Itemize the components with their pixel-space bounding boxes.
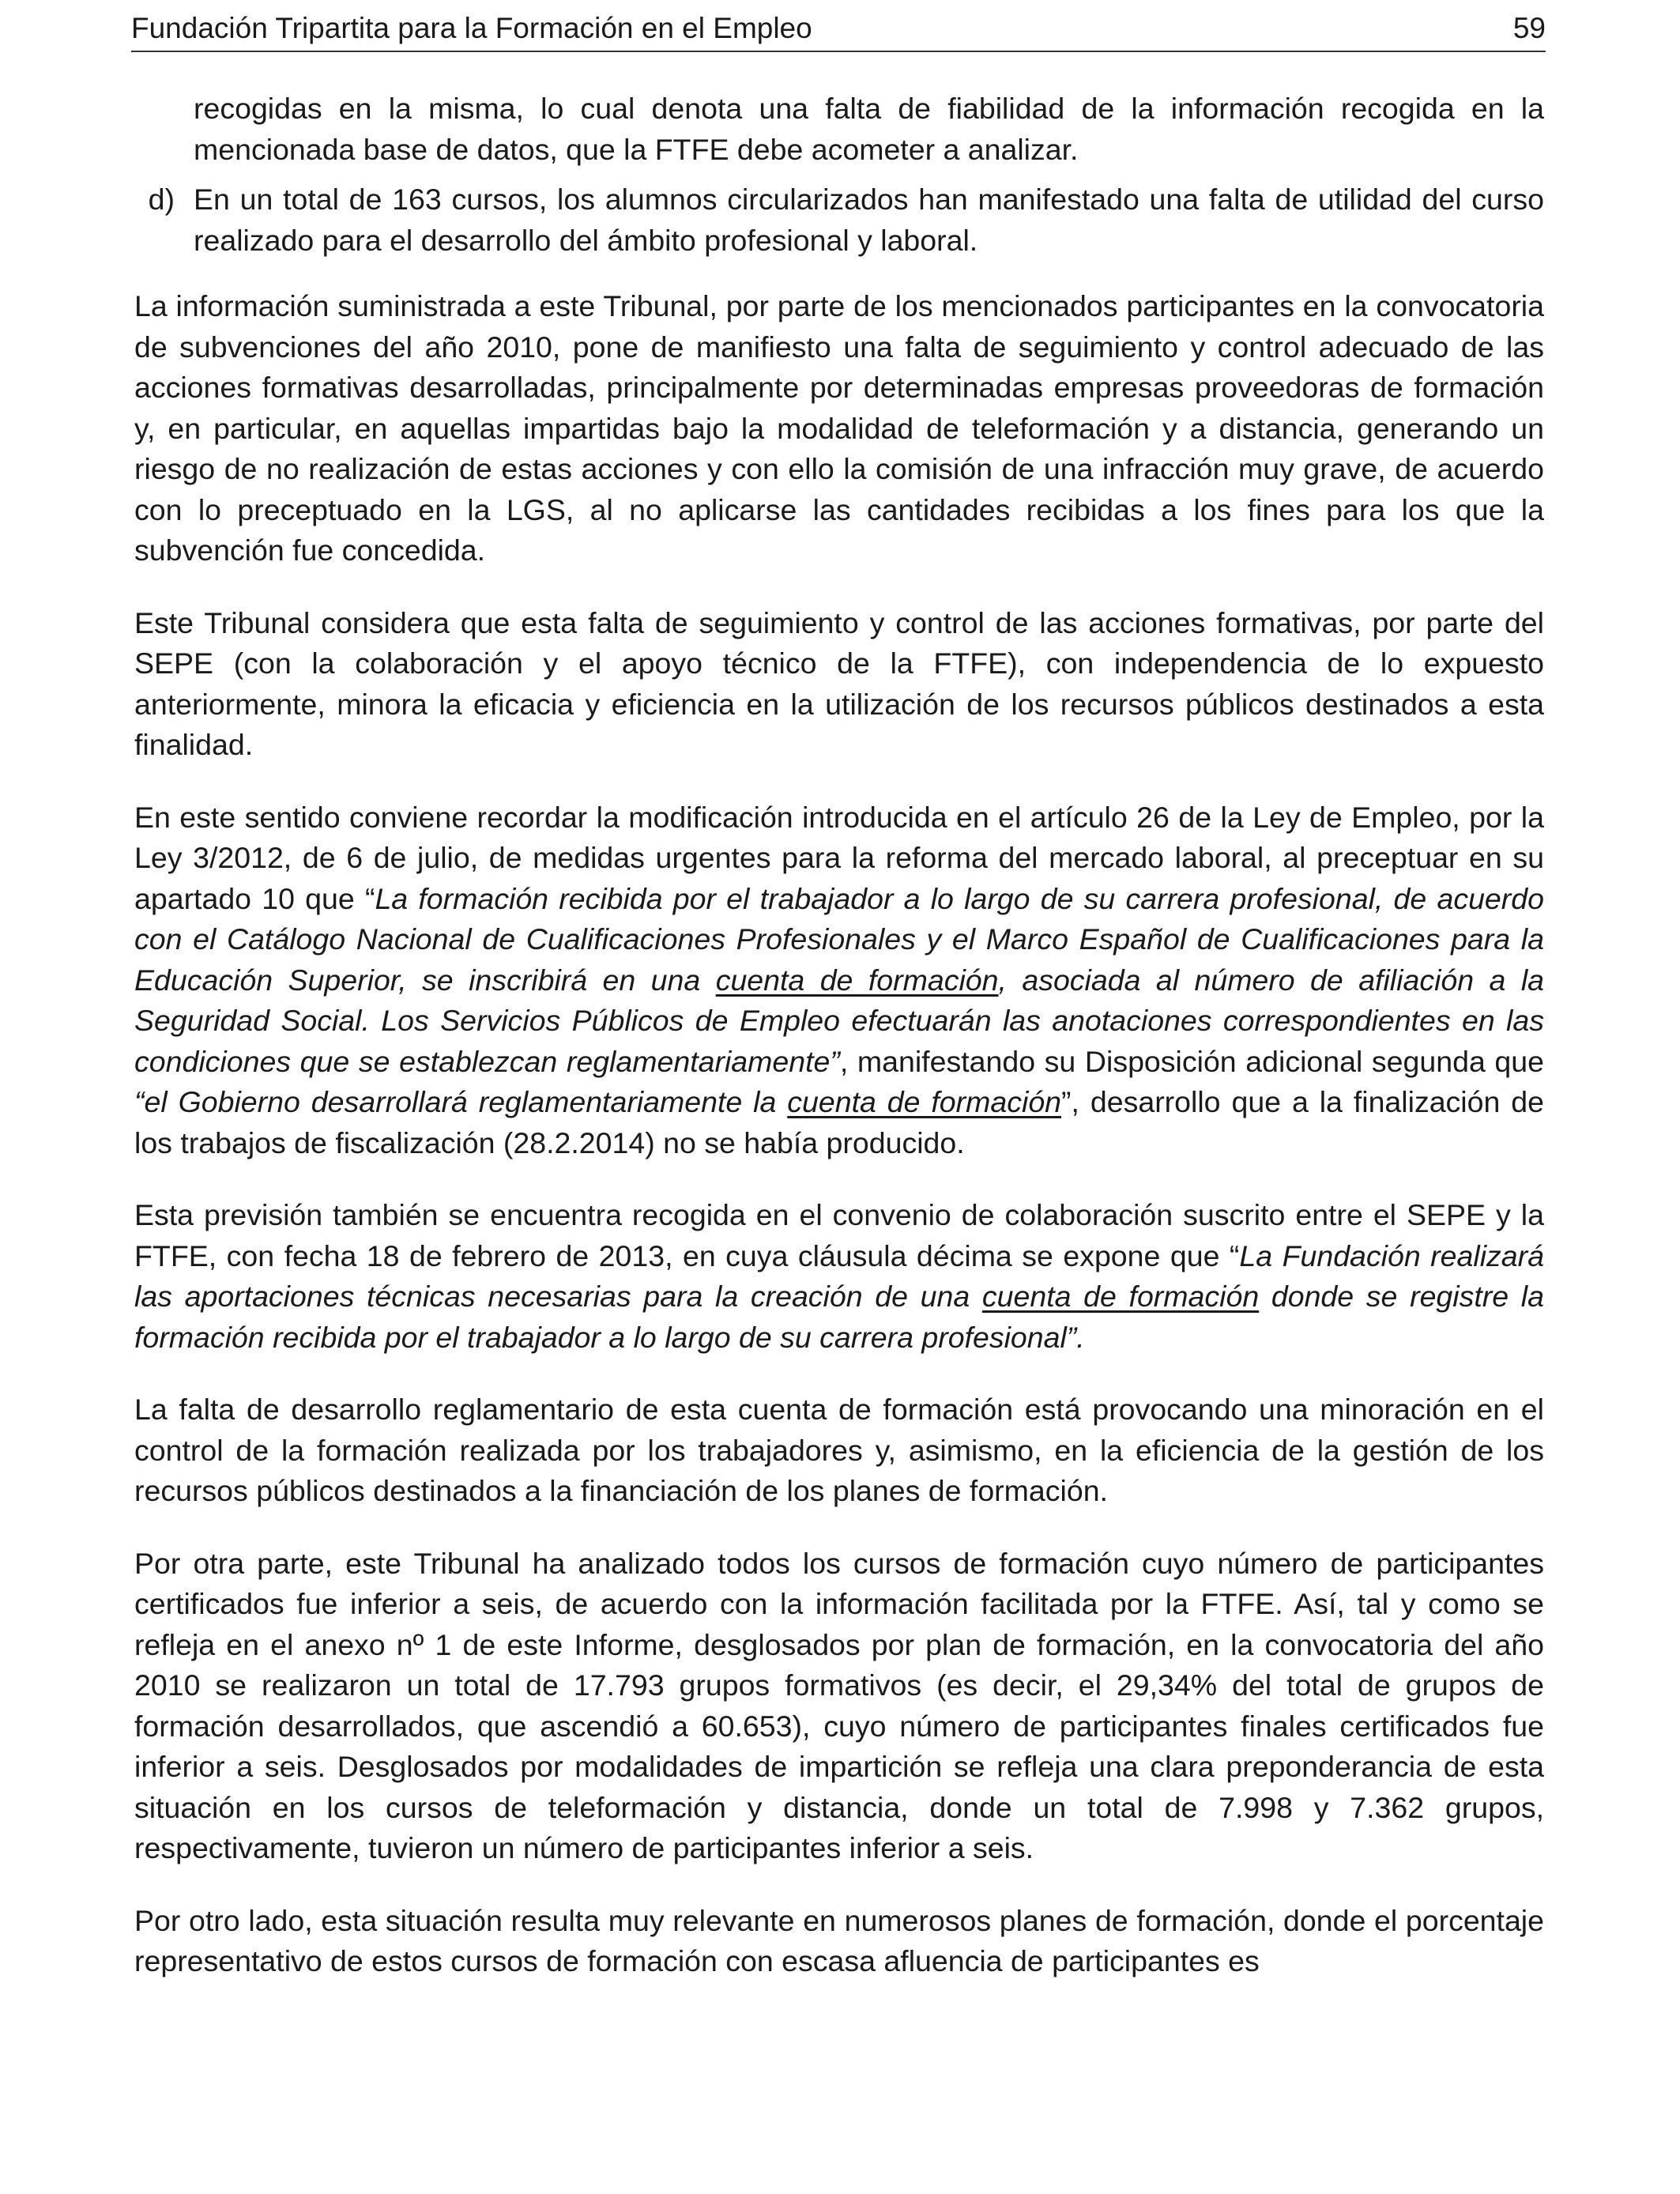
enumerated-list — [134, 89, 1544, 261]
quoted-text: “el Gobierno desarrollará reglamentariamente la — [134, 1085, 788, 1118]
paragraph-text: , manifestando su Disposición adicional segunda que — [839, 1044, 1545, 1078]
page-header — [131, 6, 1546, 52]
list-item — [134, 179, 1544, 261]
quoted-text: , asociada al número de afiliación a la Seguridad Social. Los Servicios Públicos de Empleo efectuarán las anotaciones correspondientes en las condiciones que se establezcan reglamentariamente” — [134, 963, 1545, 1078]
paragraph-cursos-inferior-seis: Por otra parte, este Tribunal ha analizado todos los cursos de formación cuyo número de participantes certificados fue inferior a seis, de acuerdo con la información facilitada por la FTFE. Así, tal y como se refleja en el anexo nº 1 de este Informe, desglosados por plan de formación, en la convocatoria del año 2010 se realizaron un total de 17.793 grupos formativos (es decir, el 29,34% del total de grupos de formación desarrollados, que ascendió a 60.653), cuyo número de participantes finales certificados fue inferior a seis. Desglosados por modalidades de impartición se refleja una clara preponderancia de esta situación en los cursos de teleformación y distancia, donde un total de 7.998 y 7.362 grupos, respectivamente, tuvieron un número de participantes inferior a seis. — [134, 1546, 1544, 1864]
quoted-text: donde se registre la formación recibida por el trabajador a lo largo de su carrera profesional”. — [134, 1280, 1544, 1354]
quoted-text: La formación recibida por el trabajador a lo largo de su carrera profesional, de acuerdo con el Catálogo Nacional de Cualificaciones Profesionales y el Marco Español de Cualificaciones para la Educación Superior, se inscribirá en una — [134, 881, 1544, 997]
header-title: Fundación Tripartita para la Formación en el Empleo — [131, 12, 812, 44]
underlined-term: cuenta de formación — [787, 1085, 1062, 1118]
paragraph-text: En este sentido conviene recordar la modificación introducida en el artículo 26 de la Ley de Empleo, por la Ley 3/2012, de 6 de julio, de medidas urgentes para la reforma del mercado laboral, al preceptuar en su apartado 10 que “ — [134, 800, 1544, 915]
paragraph-tribunal-considera: Este Tribunal considera que esta falta de seguimiento y control de las acciones formativas, por parte del SEPE (con la colaboración y el apoyo técnico de la FTFE), con independencia de lo expuesto anteriormente, minora la eficacia y eficiencia en la utilización de los recursos públicos destinados a esta finalidad. — [134, 605, 1544, 761]
list-item — [134, 89, 1544, 170]
list-item-text: recogidas en la misma, lo cual denota una falta de fiabilidad de la información recogida en la mencionada base de datos, que la FTFE debe acometer a analizar. — [194, 92, 1544, 166]
paragraph-text: ”, desarrollo que a la finalización de los trabajos de fiscalización (28.2.2014) no se había producido. — [134, 1085, 1544, 1159]
paragraph-text: Esta previsión también se encuentra recogida en el convenio de colaboración suscrito entre el SEPE y la FTFE, con fecha 18 de febrero de 2013, en cuya cláusula décima se expone que “ — [134, 1198, 1544, 1272]
list-item-marker: d) — [148, 183, 175, 216]
paragraph-falta-desarrollo: La falta de desarrollo reglamentario de esta cuenta de formación está provocando una minoración en el control de la formación realizada por los trabajadores y, asimismo, en la eficiencia de la gestión de los recursos públicos destinados a la financiación de los planes de formación. — [134, 1393, 1544, 1507]
list-item-text: En un total de 163 cursos, los alumnos circularizados han manifestado una falta de utilidad del curso realizado para el desarrollo del ámbito profesional y laboral. — [194, 183, 1544, 257]
page-content — [134, 89, 1544, 2014]
page-number: 59 — [1512, 12, 1546, 44]
quoted-text: La Fundación realizará las aportaciones técnicas necesarias para la creación de una — [134, 1238, 1544, 1313]
paragraph-otro-lado: Por otro lado, esta situación resulta muy relevante en numerosos planes de formación, donde el porcentaje representativo de estos cursos de formación con escasa afluencia de participantes es — [134, 1903, 1544, 1977]
paragraph-ley-empleo — [134, 797, 1544, 1164]
underlined-term: cuenta de formación — [715, 963, 999, 997]
underlined-term: cuenta de formación — [981, 1280, 1260, 1313]
paragraph-convenio — [134, 1195, 1544, 1358]
paragraph-informacion-suministrada: La información suministrada a este Tribunal, por parte de los mencionados participantes en la convocatoria de subvenciones del año 2010, pone de manifiesto una falta de seguimiento y control adecuado de las acciones formativas desarrolladas, principalmente por determinadas empresas proveedoras de formación y, en particular, en aquellas impartidas bajo la modalidad de teleformación y a distancia, generando un riesgo de no realización de estas acciones y con ello la comisión de una infracción muy grave, de acuerdo con lo preceptuado en la LGS, al no aplicarse las cantidades recibidas a los fines para los que la subvención fue concedida. — [134, 289, 1544, 567]
